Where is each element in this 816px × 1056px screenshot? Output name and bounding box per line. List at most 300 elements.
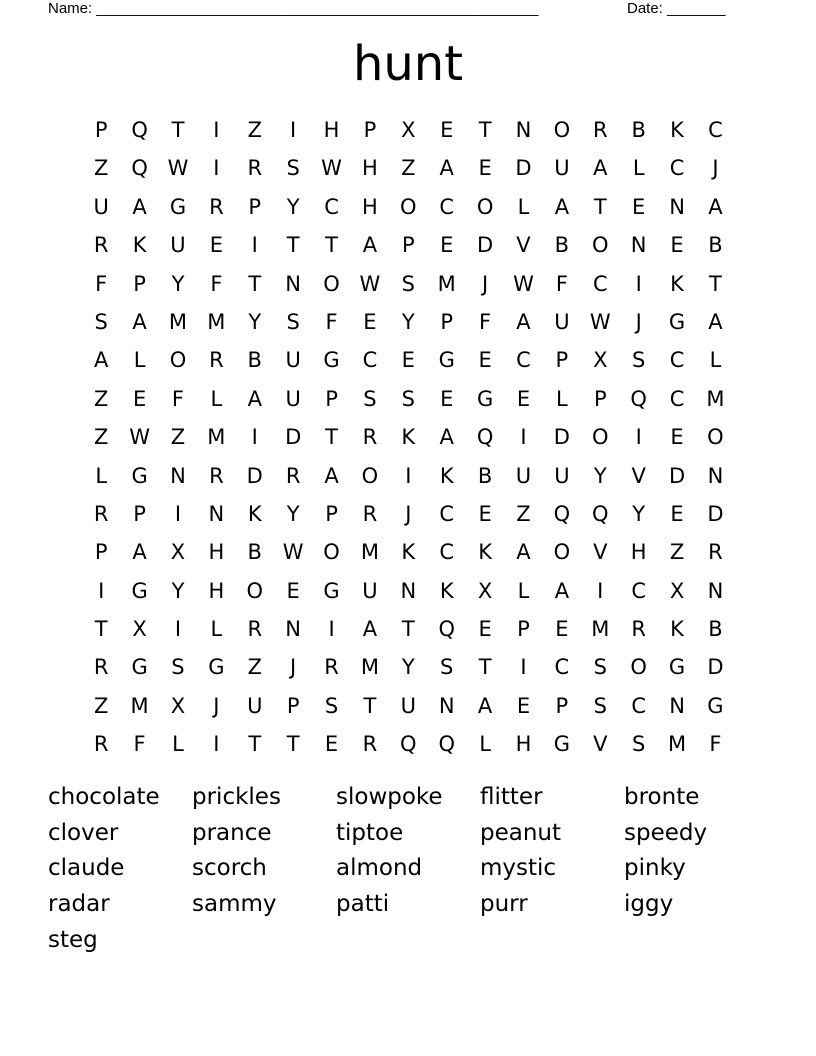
grid-letter: I xyxy=(597,578,604,603)
grid-letter: T xyxy=(325,425,338,450)
grid-letter: A xyxy=(516,309,531,334)
grid-row xyxy=(82,457,735,495)
grid-letter: I xyxy=(251,233,258,258)
grid-letter: J xyxy=(405,501,412,526)
grid-letter: X xyxy=(593,348,608,373)
word-list-item: speedy xyxy=(624,819,708,846)
grid-letter: R xyxy=(93,233,109,258)
grid-letter: C xyxy=(592,271,608,296)
word-list-item: chocolate xyxy=(48,784,160,810)
grid-letter: I xyxy=(635,425,642,450)
word-list-item: iggy xyxy=(624,891,674,918)
grid-letter: G xyxy=(323,578,340,603)
grid-letter: T xyxy=(478,118,492,142)
grid-letter: G xyxy=(707,693,724,718)
grid-letter: N xyxy=(285,617,301,642)
grid-row xyxy=(82,495,735,533)
grid-letter: N xyxy=(208,501,225,526)
grid-letter: Y xyxy=(286,501,300,526)
grid-letter: E xyxy=(670,233,684,258)
grid-letter: Z xyxy=(94,425,109,450)
grid-letter: Y xyxy=(171,271,185,296)
grid-letter: C xyxy=(631,693,646,718)
grid-row xyxy=(82,265,735,303)
grid-letter: D xyxy=(707,501,724,526)
grid-letter: G xyxy=(323,348,340,373)
grid-letter: N xyxy=(170,463,186,488)
grid-row xyxy=(82,572,735,610)
grid-letter: N xyxy=(438,693,455,718)
grid-letter: X xyxy=(401,118,416,142)
grid-letter: P xyxy=(94,540,108,565)
grid-letter: L xyxy=(133,348,146,373)
grid-letter: A xyxy=(554,194,570,219)
grid-letter: H xyxy=(630,540,647,565)
grid-letter: D xyxy=(553,425,570,450)
grid-letter: T xyxy=(248,271,262,296)
grid-letter: S xyxy=(171,655,185,680)
word-list-item: mystic xyxy=(480,855,557,882)
grid-letter: H xyxy=(362,156,378,181)
grid-letter: F xyxy=(171,386,185,411)
grid-letter: A xyxy=(439,425,454,450)
grid-letter: G xyxy=(553,732,571,757)
grid-letter: X xyxy=(170,540,186,565)
grid-letter: C xyxy=(516,348,531,373)
grid-letter: U xyxy=(170,233,186,258)
grid-row xyxy=(82,687,735,725)
word-list-item: scorch xyxy=(192,855,267,882)
grid-letter: E xyxy=(478,501,492,526)
grid-letter: A xyxy=(132,309,147,334)
grid-row xyxy=(82,111,735,149)
grid-letter: P xyxy=(286,693,300,718)
grid-letter: C xyxy=(669,348,685,373)
grid-letter: S xyxy=(363,386,377,411)
grid-letter: X xyxy=(170,693,186,718)
worksheet-header xyxy=(48,0,748,20)
grid-letter: I xyxy=(251,425,258,450)
grid-letter: R xyxy=(93,732,109,757)
grid-letter: S xyxy=(593,693,607,718)
grid-letter: O xyxy=(169,348,187,373)
grid-letter: D xyxy=(477,233,494,258)
grid-letter: K xyxy=(439,578,454,603)
grid-letter: E xyxy=(401,348,415,373)
grid-letter: R xyxy=(362,501,378,526)
grid-letter: Q xyxy=(131,156,148,181)
grid-letter: R xyxy=(285,463,301,488)
grid-letter: N xyxy=(400,578,417,603)
grid-letter: C xyxy=(631,578,646,603)
grid-letter: A xyxy=(708,309,723,334)
grid-letter: K xyxy=(401,425,416,450)
grid-letter: J xyxy=(213,693,220,718)
grid-letter: W xyxy=(167,156,189,181)
letter-grid xyxy=(82,111,735,764)
grid-letter: R xyxy=(362,425,378,450)
grid-letter: O xyxy=(592,233,609,258)
word-list xyxy=(48,780,768,958)
grid-letter: A xyxy=(593,156,608,181)
grid-letter: I xyxy=(213,118,220,142)
grid-letter: P xyxy=(94,118,108,142)
grid-letter: Z xyxy=(247,118,262,142)
grid-letter: A xyxy=(516,540,531,565)
grid-letter: R xyxy=(93,501,109,526)
grid-letter: H xyxy=(208,540,225,565)
grid-letter: N xyxy=(707,463,724,488)
grid-letter: M xyxy=(207,309,226,334)
word-list-item: sammy xyxy=(192,891,277,918)
grid-letter: A xyxy=(132,194,147,219)
grid-letter: E xyxy=(132,386,147,411)
grid-letter: C xyxy=(439,540,455,565)
grid-letter: B xyxy=(247,540,262,565)
grid-letter: S xyxy=(631,732,646,757)
grid-row xyxy=(82,341,735,379)
grid-letter: A xyxy=(362,617,378,642)
grid-letter: A xyxy=(554,578,570,603)
grid-letter: Z xyxy=(401,156,416,181)
grid-letter: W xyxy=(589,309,611,334)
grid-row xyxy=(82,303,735,341)
grid-letter: E xyxy=(670,425,684,450)
grid-letter: L xyxy=(210,617,223,642)
grid-letter: U xyxy=(400,693,416,718)
grid-letter: I xyxy=(213,156,220,181)
grid-letter: N xyxy=(669,194,685,219)
grid-letter: U xyxy=(362,578,378,603)
grid-row xyxy=(82,188,735,226)
grid-letter: E xyxy=(516,693,531,718)
grid-letter: E xyxy=(478,156,492,181)
word-list-item: claude xyxy=(48,855,125,882)
word-list-item: flitter xyxy=(480,784,543,810)
grid-letter: C xyxy=(362,348,378,373)
grid-letter: L xyxy=(210,386,223,411)
grid-letter: P xyxy=(555,693,569,718)
grid-letter: D xyxy=(515,156,532,181)
grid-letter: E xyxy=(478,348,492,373)
grid-letter: F xyxy=(133,732,146,757)
grid-letter: W xyxy=(321,156,342,181)
grid-letter: F xyxy=(555,271,568,296)
grid-letter: E xyxy=(555,617,569,642)
grid-letter: Z xyxy=(516,501,531,526)
grid-letter: Q xyxy=(400,732,417,757)
grid-letter: T xyxy=(94,617,108,642)
grid-letter: B xyxy=(247,348,262,373)
grid-row xyxy=(82,418,735,456)
grid-letter: L xyxy=(709,348,722,373)
grid-letter: P xyxy=(555,348,569,373)
word-list-item: patti xyxy=(336,891,390,918)
grid-letter: I xyxy=(290,118,297,142)
grid-letter: Y xyxy=(593,463,607,488)
grid-row xyxy=(82,149,735,187)
grid-letter: B xyxy=(631,118,646,142)
grid-letter: G xyxy=(668,655,686,680)
grid-letter: E xyxy=(632,194,646,219)
grid-letter: Q xyxy=(553,501,571,526)
grid-letter: N xyxy=(285,271,301,296)
grid-letter: C xyxy=(554,655,570,680)
grid-letter: Z xyxy=(94,693,109,718)
grid-letter: L xyxy=(479,732,491,757)
word-list-item: steg xyxy=(48,926,98,953)
grid-letter: U xyxy=(554,463,570,488)
grid-letter: N xyxy=(515,118,532,142)
grid-letter: V xyxy=(516,233,531,258)
grid-letter: K xyxy=(132,233,147,258)
grid-letter: M xyxy=(360,655,379,680)
grid-letter: T xyxy=(248,732,262,757)
grid-letter: O xyxy=(400,194,417,219)
grid-letter: R xyxy=(631,617,646,642)
grid-letter: L xyxy=(517,578,530,603)
grid-letter: G xyxy=(131,655,148,680)
grid-letter: T xyxy=(286,233,300,258)
word-list-item: prance xyxy=(192,819,272,846)
grid-letter: G xyxy=(208,655,225,680)
grid-letter: K xyxy=(670,118,684,142)
grid-letter: B xyxy=(477,463,493,488)
grid-row xyxy=(82,380,735,418)
grid-letter: P xyxy=(401,233,415,258)
grid-letter: E xyxy=(440,118,454,142)
grid-row xyxy=(82,610,735,648)
grid-letter: S xyxy=(401,386,415,411)
grid-letter: P xyxy=(440,309,454,334)
grid-letter: O xyxy=(553,118,571,142)
name-field-label: Name: _____________________________________________________ xyxy=(48,0,539,17)
grid-letter: A xyxy=(132,540,147,565)
grid-letter: W xyxy=(129,425,150,450)
grid-letter: X xyxy=(132,617,147,642)
grid-letter: C xyxy=(669,156,685,181)
grid-letter: E xyxy=(440,386,454,411)
grid-letter: T xyxy=(478,655,492,680)
grid-letter: L xyxy=(556,386,568,411)
grid-letter: D xyxy=(707,655,724,680)
grid-letter: M xyxy=(591,617,610,642)
grid-letter: N xyxy=(630,233,647,258)
grid-letter: O xyxy=(630,655,647,680)
grid-letter: E xyxy=(670,501,684,526)
grid-letter: T xyxy=(709,271,722,296)
grid-letter: U xyxy=(93,194,109,219)
grid-row xyxy=(82,648,735,686)
grid-letter: I xyxy=(520,425,527,450)
grid-letter: L xyxy=(517,194,530,219)
grid-letter: C xyxy=(708,118,723,142)
grid-letter: M xyxy=(360,540,379,565)
grid-letter: X xyxy=(669,578,685,603)
grid-letter: E xyxy=(440,233,454,258)
grid-letter: Y xyxy=(248,309,262,334)
grid-letter: C xyxy=(324,194,339,219)
grid-letter: S xyxy=(593,655,607,680)
grid-letter: U xyxy=(515,463,532,488)
grid-letter: A xyxy=(247,386,262,411)
grid-letter: Y xyxy=(401,309,415,334)
grid-letter: D xyxy=(285,425,302,450)
grid-row xyxy=(82,725,735,763)
grid-letter: H xyxy=(323,118,340,142)
grid-letter: A xyxy=(477,693,493,718)
grid-letter: I xyxy=(98,578,105,603)
grid-row xyxy=(82,533,735,571)
grid-letter: R xyxy=(247,617,263,642)
grid-letter: U xyxy=(554,309,570,334)
grid-letter: W xyxy=(513,271,534,296)
grid-letter: A xyxy=(324,463,339,488)
grid-letter: T xyxy=(593,194,607,219)
grid-letter: K xyxy=(670,271,684,296)
grid-letter: S xyxy=(94,309,108,334)
grid-letter: P xyxy=(248,194,262,219)
grid-letter: Q xyxy=(438,732,455,757)
grid-letter: J xyxy=(712,156,719,181)
word-list-item: tiptoe xyxy=(336,819,404,846)
grid-letter: G xyxy=(438,348,455,373)
grid-letter: Y xyxy=(632,501,646,526)
grid-letter: C xyxy=(669,386,685,411)
grid-letter: B xyxy=(554,233,570,258)
grid-letter: R xyxy=(209,463,224,488)
grid-letter: M xyxy=(130,693,149,718)
grid-letter: O xyxy=(361,463,379,488)
grid-letter: O xyxy=(553,540,571,565)
grid-letter: T xyxy=(286,732,300,757)
grid-letter: J xyxy=(635,309,642,334)
grid-letter: A xyxy=(439,156,454,181)
grid-letter: G xyxy=(668,309,686,334)
grid-letter: G xyxy=(131,463,148,488)
grid-letter: U xyxy=(247,693,263,718)
word-list-item: slowpoke xyxy=(336,784,443,810)
grid-letter: E xyxy=(363,309,377,334)
grid-letter: M xyxy=(207,425,226,450)
grid-letter: G xyxy=(476,386,494,411)
grid-row xyxy=(82,226,735,264)
word-list-item: pinky xyxy=(624,855,686,882)
grid-letter: I xyxy=(328,617,335,642)
grid-letter: F xyxy=(479,309,492,334)
grid-letter: R xyxy=(592,118,608,142)
grid-letter: T xyxy=(363,693,377,718)
grid-letter: O xyxy=(707,425,724,450)
grid-letter: A xyxy=(94,348,109,373)
grid-letter: B xyxy=(708,233,723,258)
grid-letter: A xyxy=(362,233,378,258)
grid-letter: K xyxy=(401,540,416,565)
grid-letter: P xyxy=(133,271,146,296)
grid-letter: O xyxy=(476,194,494,219)
grid-letter: R xyxy=(247,156,263,181)
grid-letter: T xyxy=(325,233,338,258)
grid-letter: Z xyxy=(170,425,186,450)
grid-letter: I xyxy=(174,501,182,526)
grid-letter: V xyxy=(593,732,608,757)
grid-letter: R xyxy=(324,655,339,680)
grid-letter: N xyxy=(669,693,685,718)
puzzle-title: hunt xyxy=(352,36,464,92)
word-list-item: prickles xyxy=(192,784,281,810)
grid-letter: W xyxy=(282,540,304,565)
grid-letter: I xyxy=(213,732,220,757)
grid-letter: D xyxy=(668,463,686,488)
grid-letter: S xyxy=(286,309,300,334)
grid-letter: P xyxy=(325,501,338,526)
grid-letter: K xyxy=(670,617,684,642)
grid-letter: L xyxy=(172,732,184,757)
grid-letter: A xyxy=(708,194,723,219)
grid-letter: Q xyxy=(630,386,647,411)
grid-letter: B xyxy=(708,617,723,642)
grid-letter: U xyxy=(285,348,301,373)
word-list-item: almond xyxy=(336,855,423,882)
grid-letter: I xyxy=(520,655,527,680)
grid-letter: X xyxy=(477,578,493,603)
grid-letter: R xyxy=(93,655,109,680)
grid-letter: G xyxy=(169,194,187,219)
grid-letter: Z xyxy=(669,540,685,565)
grid-letter: U xyxy=(554,156,570,181)
grid-letter: R xyxy=(209,348,224,373)
grid-letter: U xyxy=(285,386,301,411)
grid-letter: S xyxy=(324,693,339,718)
grid-letter: Y xyxy=(286,194,300,219)
grid-letter: G xyxy=(131,578,148,603)
grid-letter: L xyxy=(632,156,645,181)
grid-letter: F xyxy=(210,271,223,296)
grid-letter: Y xyxy=(171,578,185,603)
grid-letter: F xyxy=(95,271,108,296)
grid-letter: C xyxy=(439,501,455,526)
grid-letter: R xyxy=(362,732,378,757)
grid-letter: P xyxy=(325,386,338,411)
word-list-item: peanut xyxy=(480,819,562,846)
grid-letter: J xyxy=(290,655,297,680)
grid-letter: O xyxy=(323,271,340,296)
grid-letter: H xyxy=(208,578,225,603)
grid-letter: S xyxy=(286,156,300,181)
grid-letter: P xyxy=(363,118,377,142)
grid-letter: K xyxy=(247,501,262,526)
grid-letter: F xyxy=(709,732,722,757)
grid-letter: O xyxy=(246,578,264,603)
grid-letter: P xyxy=(593,386,607,411)
grid-letter: R xyxy=(708,540,723,565)
grid-letter: Q xyxy=(131,118,148,142)
grid-letter: K xyxy=(478,540,492,565)
grid-letter: M xyxy=(667,732,687,757)
grid-letter: V xyxy=(593,540,608,565)
grid-letter: W xyxy=(359,271,381,296)
grid-letter: D xyxy=(246,463,263,488)
grid-letter: O xyxy=(592,425,609,450)
word-list-item: purr xyxy=(480,891,528,918)
grid-letter: F xyxy=(325,309,338,334)
grid-letter: H xyxy=(515,732,532,757)
word-list-item: clover xyxy=(48,819,119,846)
grid-letter: P xyxy=(517,617,530,642)
grid-letter: E xyxy=(478,617,492,642)
grid-letter: S xyxy=(631,348,646,373)
grid-letter: T xyxy=(171,118,185,142)
